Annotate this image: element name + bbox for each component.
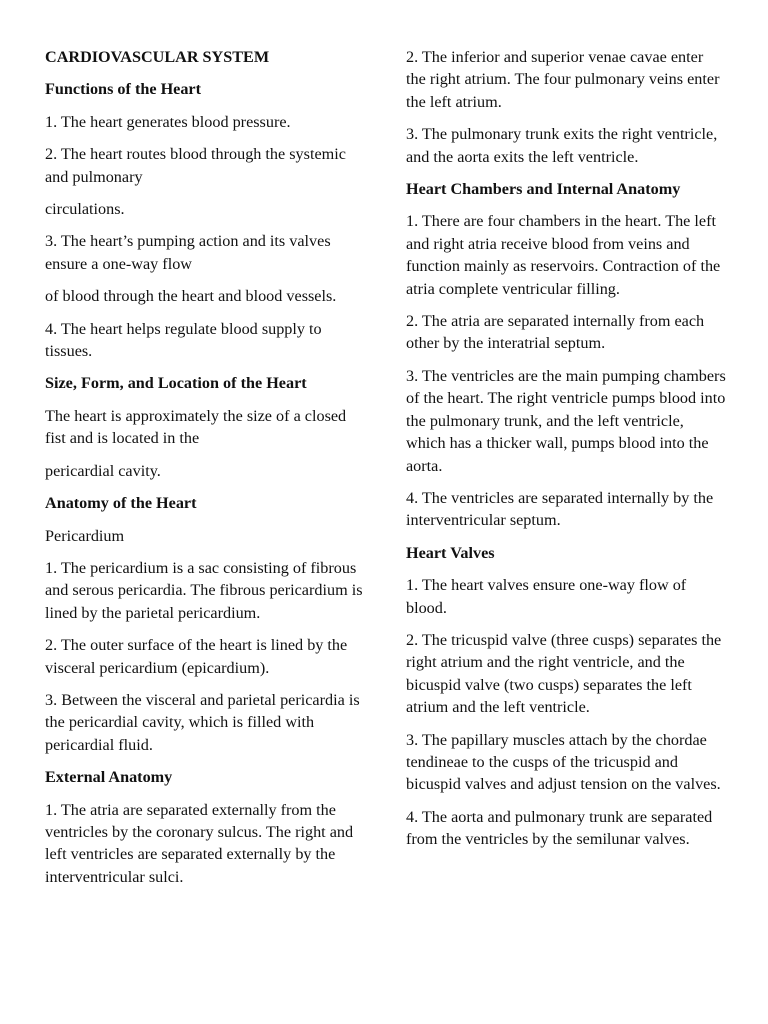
paragraph: 2. The heart routes blood through the systemic and pulmonary (45, 145, 346, 186)
paragraph: 1. The heart valves ensure one-way flow of blood. (406, 576, 687, 617)
section-heading-functions: Functions of the Heart (45, 80, 202, 99)
paragraph: 2. The inferior and superior venae cavae enter the right atrium. The four pulmonary veins enter the left atrium. (406, 48, 720, 111)
section-heading-chambers: Heart Chambers and Internal Anatomy (406, 180, 681, 199)
paragraph: 3. The papillary muscles attach by the chordae tendineae to the cusps of the tricuspid and bicuspid valves and adjust tension on the valves. (406, 730, 721, 794)
section-heading-heart-valves: Heart Valves (406, 543, 495, 562)
paragraph: 2. The atria are separated internally from each other by the interatrial septum. (406, 312, 705, 353)
paragraph: 4. The aorta and pulmonary trunk are separated from the ventricles by the semilunar valves. (406, 807, 713, 849)
paragraph: 2. The outer surface of the heart is lined by the visceral pericardium (epicardium). (45, 636, 348, 677)
paragraph: 4. The ventricles are separated internally by the interventricular septum. (406, 488, 714, 530)
paragraph: 3. Between the visceral and parietal pericardia is the pericardial cavity, which is filled with pericardial fluid. (45, 690, 360, 754)
paragraph: 1. The heart generates blood pressure. (45, 112, 291, 131)
subheading-pericardium: Pericardium (45, 526, 125, 545)
paragraph: 2. The tricuspid valve (three cusps) separates the right atrium and the right ventricle, and the bicuspid valve (two cusps) separates the left atrium and the left ventricle. (406, 630, 722, 717)
section-heading-anatomy: Anatomy of the Heart (45, 494, 197, 513)
document-title: CARDIOVASCULAR SYSTEM (45, 48, 270, 66)
paragraph: 3. The heart’s pumping action and its valves ensure a one-way flow (45, 232, 331, 273)
paragraph: 1. The pericardium is a sac consisting of fibrous and serous pericardia. The fibrous pericardium is lined by the parietal pericardium. (45, 558, 363, 622)
paragraph: pericardial cavity. (45, 461, 161, 480)
paragraph: The heart is approximately the size of a closed fist and is located in the (45, 406, 347, 448)
paragraph: 4. The heart helps regulate blood supply to tissues. (45, 319, 322, 361)
section-heading-external-anatomy: External Anatomy (45, 768, 173, 787)
paragraph: 3. The pulmonary trunk exits the right ventricle, and the aorta exits the left ventricle. (406, 125, 718, 166)
right-column (406, 46, 726, 861)
paragraph: 1. The atria are separated externally from the ventricles by the coronary sulcus. The right and left ventricles are separated externally by the interventricular sulci. (45, 800, 354, 886)
paragraph: circulations. (45, 200, 125, 219)
paragraph: 3. The ventricles are the main pumping chambers of the heart. The right ventricle pumps blood into the pulmonary trunk, and the left ventricle, which has a thicker wall, pumps blood into the aorta. (406, 366, 726, 475)
paragraph: of blood through the heart and blood vessels. (45, 287, 337, 306)
paragraph: 1. There are four chambers in the heart. The left and right atria receive blood from veins and function mainly as reservoirs. Contraction of the atria complete ventricular filling. (406, 212, 721, 298)
left-column (45, 46, 370, 898)
section-heading-size-form-location: Size, Form, and Location of the Heart (45, 374, 307, 393)
